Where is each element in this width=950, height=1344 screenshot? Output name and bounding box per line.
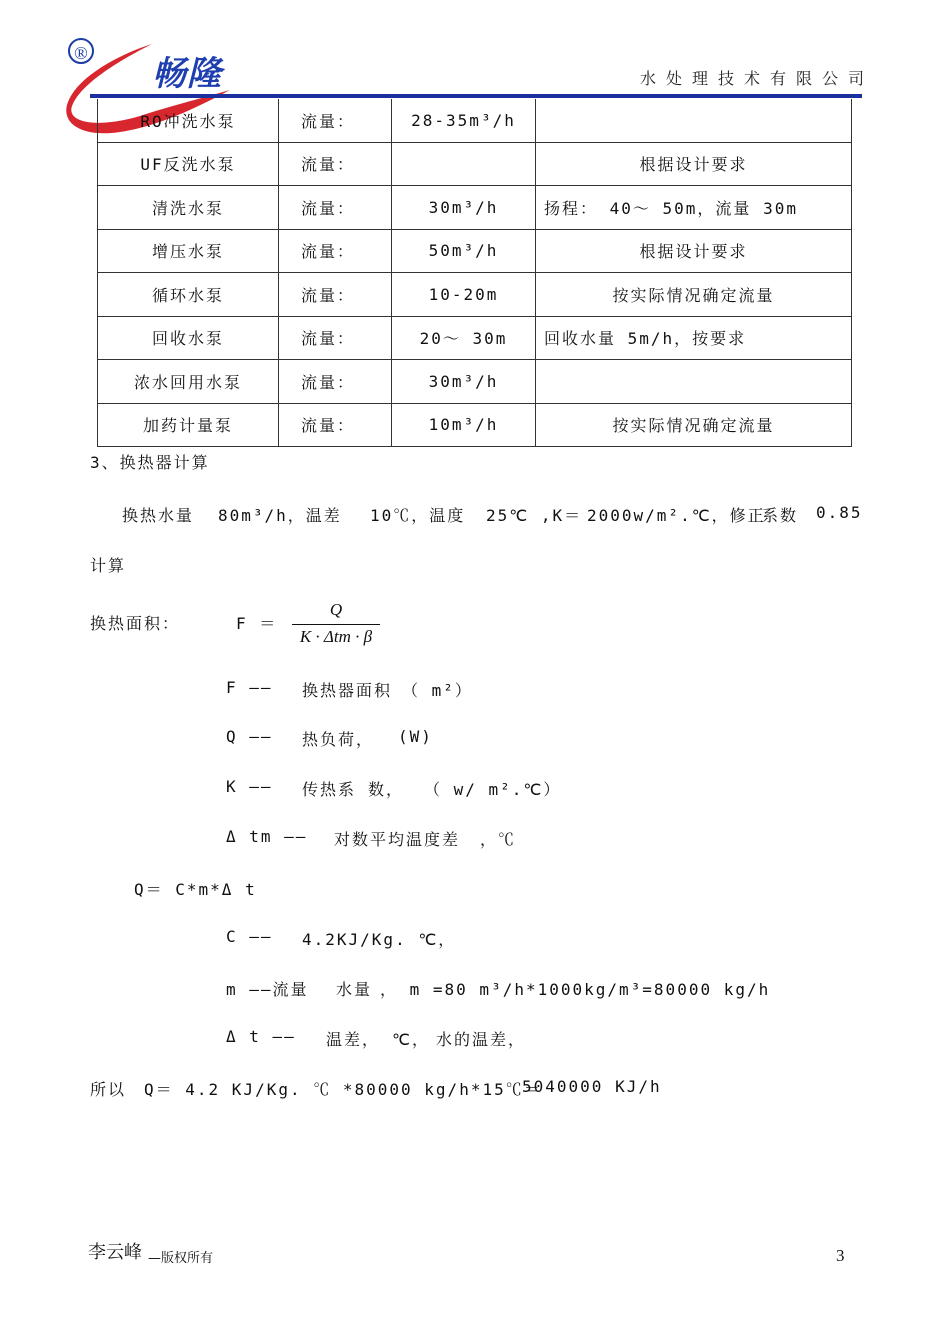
para-text: 25℃ ,K＝ bbox=[486, 506, 583, 525]
table-cell: 流量： bbox=[279, 99, 392, 142]
def-text: 热负荷， bbox=[302, 730, 375, 749]
def-text: 对数平均温度差 bbox=[334, 830, 461, 849]
def-text: ℃， bbox=[392, 1030, 430, 1049]
fraction-bar bbox=[292, 624, 380, 625]
para-text: 80m³/h，温差 bbox=[218, 506, 342, 525]
def-symbol: K —— bbox=[226, 777, 273, 796]
def-symbol: Δ tm —— bbox=[226, 827, 308, 846]
table-cell: 流量： bbox=[279, 142, 392, 186]
def-symbol: C —— bbox=[226, 927, 273, 946]
def-text: 温差， bbox=[326, 1030, 381, 1049]
table-cell: 根据设计要求 bbox=[536, 142, 852, 186]
def-unit: （ m²） bbox=[402, 681, 473, 700]
table-cell: 流量： bbox=[279, 273, 392, 317]
para-text: 系数 bbox=[762, 506, 799, 525]
table-cell: 清洗水泵 bbox=[98, 186, 279, 230]
table-row bbox=[98, 316, 852, 360]
def-symbol: F —— bbox=[226, 678, 273, 697]
def-text: 水的温差， bbox=[436, 1030, 527, 1049]
table-cell: 30m³/h bbox=[392, 186, 536, 230]
formula-numerator: Q bbox=[329, 600, 343, 619]
table-cell bbox=[536, 99, 852, 142]
def-text: 换热器面积 bbox=[302, 681, 393, 700]
para-text: 10℃，温度 bbox=[370, 506, 466, 525]
def-text: 数， bbox=[368, 780, 405, 799]
para-text: 计算 bbox=[90, 556, 127, 575]
table-cell: 流量： bbox=[279, 229, 392, 273]
table-cell: 流量： bbox=[279, 316, 392, 360]
table-cell: 流量： bbox=[279, 403, 392, 447]
table-row bbox=[98, 99, 852, 142]
def-text: ， m =80 m³/h*1000kg/m³=80000 kg/h bbox=[380, 980, 771, 999]
formula-fraction bbox=[292, 600, 380, 647]
table-row bbox=[98, 403, 852, 447]
table-cell: 增压水泵 bbox=[98, 229, 279, 273]
result-value: 5040000 KJ/h bbox=[522, 1077, 662, 1096]
table-row bbox=[98, 186, 852, 230]
result-equation: Q＝ 4.2 KJ/Kg. ℃ *80000 kg/h*15℃＝ bbox=[144, 1080, 542, 1099]
def-text: 水量 bbox=[336, 980, 373, 999]
table-cell: 10m³/h bbox=[392, 403, 536, 447]
table-row bbox=[98, 360, 852, 404]
formula-lhs: F ＝ bbox=[236, 614, 278, 633]
def-symbol: Δ t —— bbox=[226, 1027, 296, 1046]
table-cell: 根据设计要求 bbox=[536, 229, 852, 273]
table-cell bbox=[536, 360, 852, 404]
para-text: 2000w/m².℃，修正 bbox=[587, 506, 766, 525]
table-cell: 按实际情况确定流量 bbox=[536, 273, 852, 317]
def-unit: (W) bbox=[398, 727, 433, 746]
formula-denominator: K · Δtm · β bbox=[299, 627, 373, 646]
table-cell: 50m³/h bbox=[392, 229, 536, 273]
page-number: 3 bbox=[836, 1246, 845, 1265]
q-equation: Q＝ C*m*Δ t bbox=[134, 880, 257, 899]
footer-rights: —版权所有 bbox=[148, 1251, 214, 1266]
table-cell: 流量： bbox=[279, 186, 392, 230]
def-unit: ，℃ bbox=[480, 830, 517, 849]
table-row bbox=[98, 229, 852, 273]
table-row bbox=[98, 273, 852, 317]
result-label: 所以 bbox=[90, 1080, 127, 1099]
footer-author: 李云峰 bbox=[88, 1242, 142, 1263]
section-title: 3、换热器计算 bbox=[90, 453, 210, 472]
table-row bbox=[98, 142, 852, 186]
table-cell: 加药计量泵 bbox=[98, 403, 279, 447]
table-cell: 回收水泵 bbox=[98, 316, 279, 360]
formula-label: 换热面积： bbox=[90, 614, 181, 633]
def-text: 4.2KJ/Kg. ℃， bbox=[302, 930, 457, 949]
def-unit: （ w/ m².℃） bbox=[424, 780, 562, 799]
table-cell: 回收水量 5m/h，按要求 bbox=[536, 316, 852, 360]
table-cell: 10-20m bbox=[392, 273, 536, 317]
table-cell: 按实际情况确定流量 bbox=[536, 403, 852, 447]
table-cell: 扬程： 40～ 50m，流量 30m bbox=[536, 186, 852, 230]
def-text: 传热系 bbox=[302, 780, 357, 799]
para-text: 换热水量 bbox=[122, 506, 195, 525]
pump-spec-table bbox=[97, 99, 852, 447]
header-rule bbox=[90, 94, 862, 98]
table-cell: 30m³/h bbox=[392, 360, 536, 404]
table-cell: 流量： bbox=[279, 360, 392, 404]
table-cell: 28-35m³/h bbox=[392, 99, 536, 142]
header-company-name: 水处理技术有限公司 bbox=[640, 69, 875, 88]
table-cell: UF反洗水泵 bbox=[98, 142, 279, 186]
table-cell bbox=[392, 142, 536, 186]
table-cell: RO冲洗水泵 bbox=[98, 99, 279, 142]
para-text: 0.85 bbox=[816, 503, 863, 522]
table-cell: 20～ 30m bbox=[392, 316, 536, 360]
table-cell: 循环水泵 bbox=[98, 273, 279, 317]
brand-name: 畅隆 bbox=[152, 54, 222, 94]
registered-mark: ® bbox=[68, 38, 94, 64]
table-cell: 浓水回用水泵 bbox=[98, 360, 279, 404]
def-symbol: Q —— bbox=[226, 727, 273, 746]
def-symbol: m ——流量 bbox=[226, 980, 309, 999]
